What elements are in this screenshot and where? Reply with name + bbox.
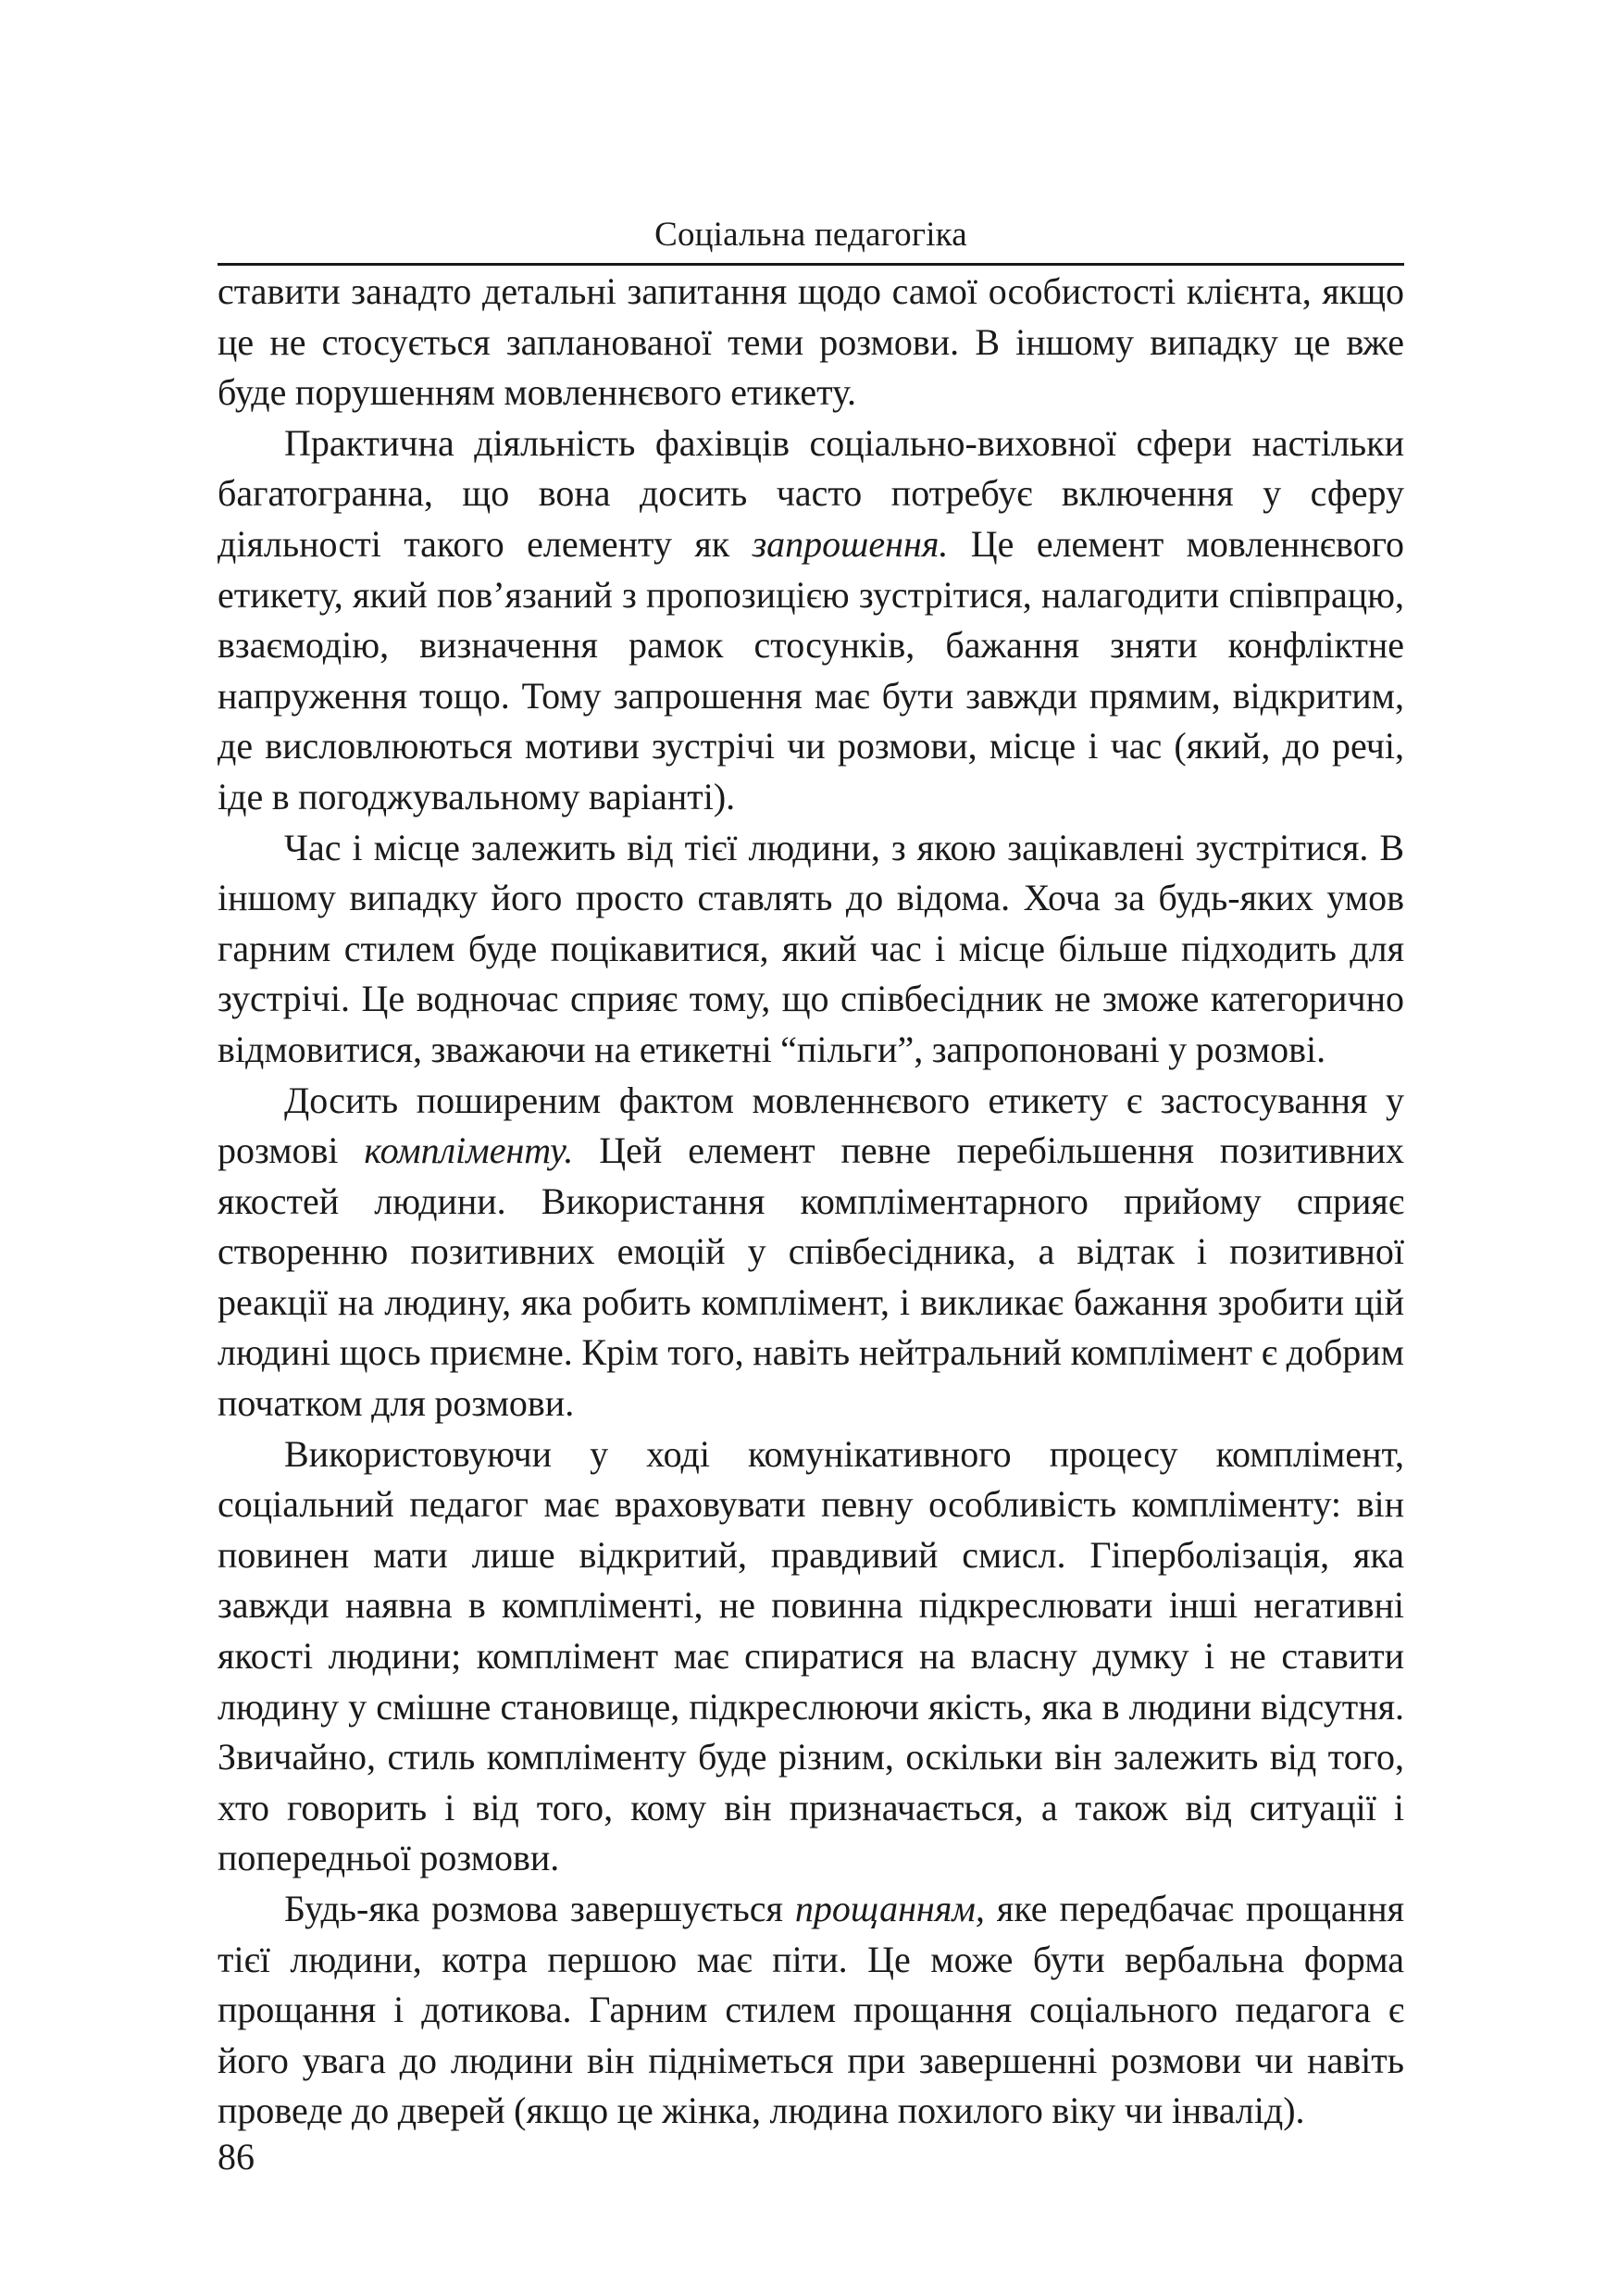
paragraph-text: Будь-яка розмова завершується bbox=[284, 1888, 795, 1929]
emphasis-term: компліменту. bbox=[364, 1129, 574, 1172]
paragraph-invitation bbox=[218, 418, 1404, 823]
paragraph-compliment-usage bbox=[218, 1429, 1404, 1884]
running-header: Соціальна педагогіка bbox=[654, 216, 967, 254]
paragraph-text: Практична діяльність фахівців соціально-виховної сфери настільки багатогранна, що вона досить часто потребує включення у сферу діяльності такого елементу як bbox=[218, 421, 1404, 565]
paragraph-text: Це елемент мовленнєвого етикету, який пов’язаний з пропозицією зустрітися, налагодити співпрацю, взаємодію, визначення рамок стосунків, бажання зняти конфліктне напруження тощо. Тому запрошення має бути завжди прямим, відкритим, де висловлюються мотиви зустрічі чи розмови, місце і час (який, до речі, іде в погоджувальному варіанті). bbox=[218, 522, 1404, 817]
page-number: 86 bbox=[218, 2136, 255, 2177]
paragraph-text: Досить поширеним фактом мовленнєвого етикету є застосування у розмові bbox=[218, 1079, 1404, 1172]
paragraph-text: ставити занадто детальні запитання щодо самої особистості клієнта, якщо це не стосується запланованої теми розмови. В іншому випадку це вже буде порушенням мовленнєвого етикету. bbox=[218, 270, 1404, 414]
paragraph-continuation bbox=[218, 267, 1404, 418]
paragraph-compliment bbox=[218, 1076, 1404, 1429]
header-rule bbox=[218, 263, 1404, 266]
paragraph-time-place bbox=[218, 823, 1404, 1076]
paragraph-farewell bbox=[218, 1884, 1404, 2137]
paragraph-text: яке передбачає прощання тієї людини, котра першою має піти. Це може бути вербальна форма прощання і дотикова. Гарним стилем прощання соціального педагога є його увага до людини він підніметься при завершенні розмови чи навіть проведе до дверей (якщо це жінка, людина похилого віку чи інвалід). bbox=[218, 1888, 1405, 2132]
body-text bbox=[218, 267, 1404, 2137]
emphasis-term: запрошення. bbox=[752, 522, 949, 565]
paragraph-text: Час і місце залежить від тієї людини, з якою зацікавлені зустрітися. В іншому випадку його просто ставлять до відома. Хоча за будь-яких умов гарним стилем буде поцікавитися, який час і місце більше підходить для зустрічі. Це водночас сприяє тому, що співбесідник не зможе категорично відмовитися, зважаючи на етикетні “пільги”, запропоновані у розмові. bbox=[218, 826, 1404, 1070]
paragraph-text: Цей елемент певне перебільшення позитивних якостей людини. Використання компліментарного прийому сприяє створенню позитивних емоцій у співбесідника, а відтак і позитивної реакції на людину, яка робить комплімент, і викликає бажання зробити цій людині щось приємне. Крім того, навіть нейтральний комплімент є добрим початком для розмови. bbox=[218, 1129, 1404, 1425]
emphasis-term: прощанням, bbox=[794, 1888, 985, 1929]
paragraph-text: Використовуючи у ході комунікативного процесу комплімент, соціальний педагог має враховувати певну особливість компліменту: він повинен мати лише відкритий, правдивий смисл. Гіперболізація, яка завжди наявна в компліменті, не повинна підкреслювати інші негативні якості людини; комплімент має спиратися на власну думку і не ставити людину у смішне становище, підкреслюючи якість, яка в людини відсутня. Звичайно, стиль компліменту буде різним, оскільки він залежить від того, хто говорить і від того, кому він призначається, а також від ситуації і попередньої розмови. bbox=[218, 1432, 1404, 1879]
